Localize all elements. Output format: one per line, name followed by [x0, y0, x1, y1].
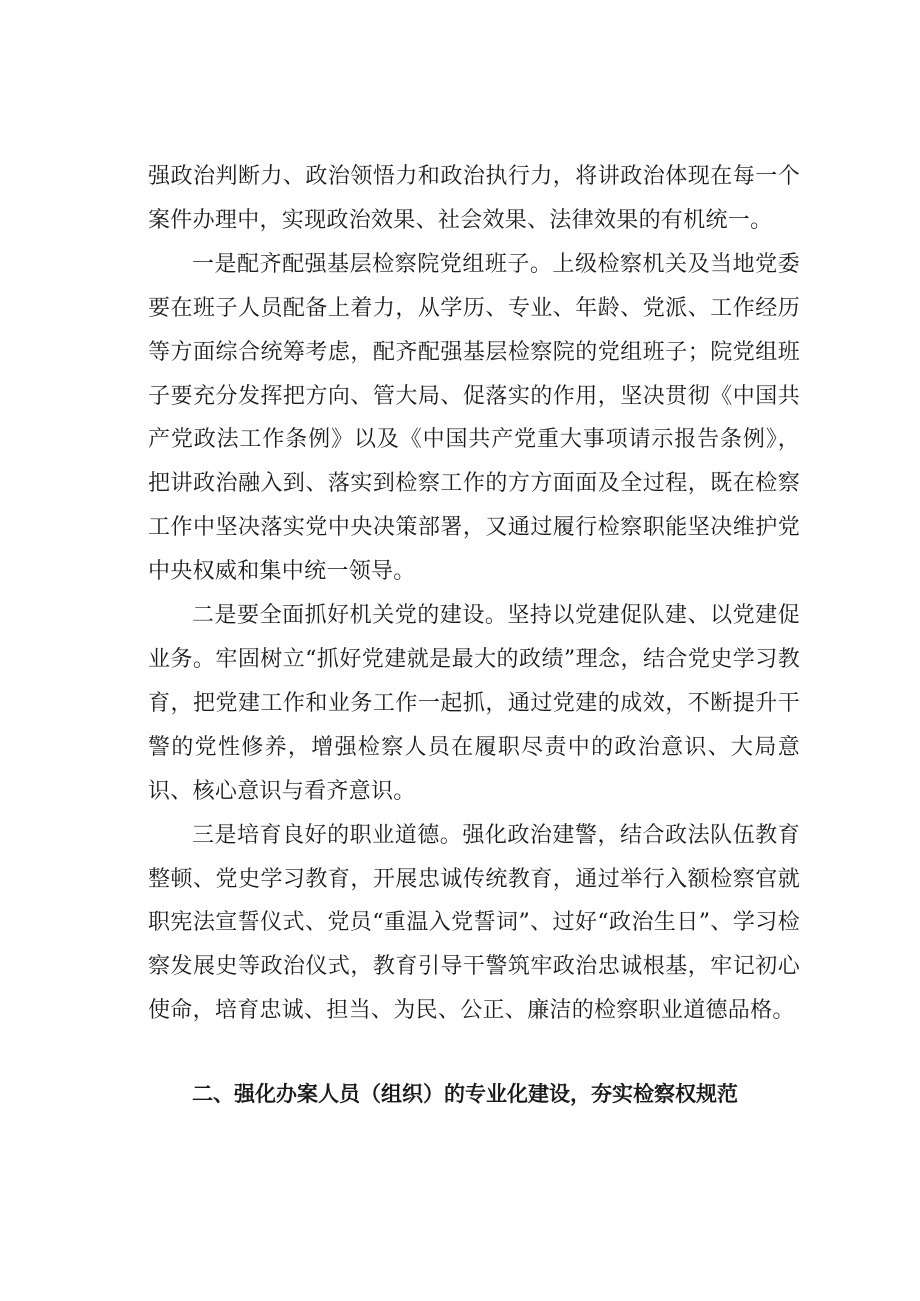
paragraph-professional-ethics: 三是培育良好的职业道德。强化政治建警，结合政法队伍教育整顿、党史学习教育，开展忠诚传统教育，通过举行入额检察官就职宪法宣誓仪式、党员“重温入党誓词”、过好“政治生日”、学习检察发展史等政治仪式，教育引导干警筑牢政治忠诚根基，牢记初心使命，培育忠诚、担当、为民、公正、廉洁的检察职业道德品格。 [148, 822, 800, 1024]
paragraph-party-leadership-team: 一是配齐配强基层检察院党组班子。上级检察机关及当地党委要在班子人员配备上着力，从学历、专业、年龄、党派、工作经历等方面综合统筹考虑，配齐配强基层检察院的党组班子；院党组班子要充分发挥把方向、管大局、促落实的作用，坚决贯彻《中国共产党政法工作条例》以及《中国共产党重大事项请示报告条例》，把讲政治融入到、落实到检察工作的方方面面及全过程，既在检察工作中坚决落实党中央决策部署，又通过履行检察职能坚决维护党中央权威和集中统一领导。 [148, 251, 800, 585]
document-body [148, 155, 800, 1033]
paragraph-continuation: 强政治判断力、政治领悟力和政治执行力，将讲政治体现在每一个案件办理中，实现政治效果、社会效果、法律效果的有机统一。 [148, 164, 800, 233]
paragraph-party-building: 二是要全面抓好机关党的建设。坚持以党建促队建、以党建促业务。牢固树立“抓好党建就是最大的政绩”理念，结合党史学习教育，把党建工作和业务工作一起抓，通过党建的成效，不断提升干警的党性修养，增强检察人员在履职尽责中的政治意识、大局意识、核心意识与看齐意识。 [148, 603, 800, 804]
section-heading: 二、强化办案人员（组织）的专业化建设，夯实检察权规范 [192, 1082, 738, 1106]
